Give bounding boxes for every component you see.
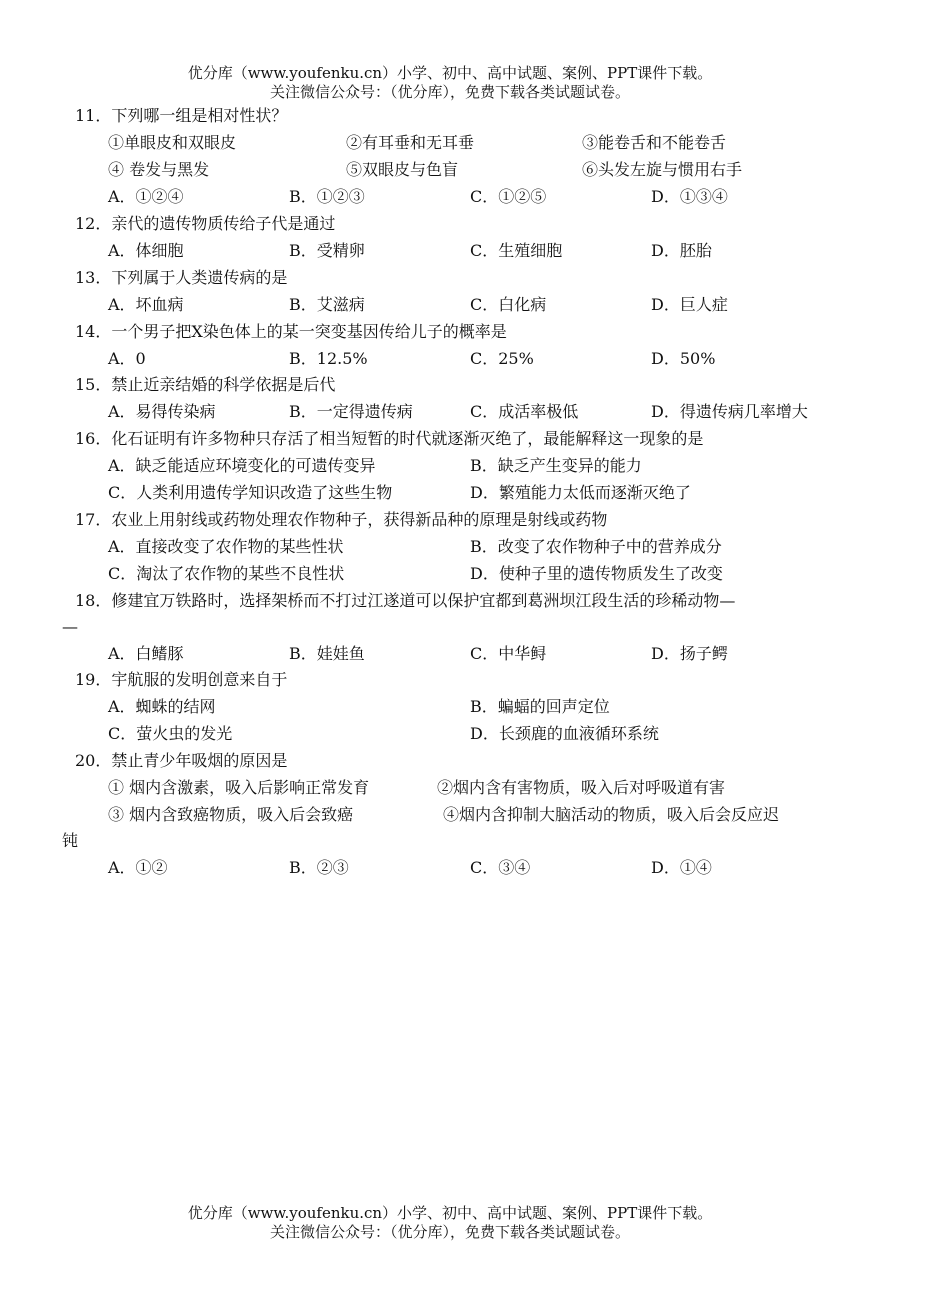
option-c: C．萤火虫的发光 xyxy=(108,724,233,743)
footer-line-1: 优分库（www.youfenku.cn）小学、初中、高中试题、案例、PPT课件下载。 xyxy=(187,1204,713,1222)
option-b: B．娃娃鱼 xyxy=(289,644,365,663)
option-a: A．0 xyxy=(108,349,146,368)
option-a: A．蜘蛛的结网 xyxy=(108,697,216,716)
option-b: B．蝙蝠的回声定位 xyxy=(470,697,610,716)
question-stem: 14．一个男子把X染色体上的某一突变基因传给儿子的概率是 xyxy=(75,322,507,341)
statement: ①单眼皮和双眼皮 xyxy=(108,133,237,152)
question-stem: 19．宇航服的发明创意来自于 xyxy=(75,670,288,689)
statement: ②烟内含有害物质，吸入后对呼吸道有害 xyxy=(437,778,726,797)
option-d: D．使种子里的遗传物质发生了改变 xyxy=(470,564,723,583)
option-c: C．③④ xyxy=(470,858,531,877)
option-b: B．改变了农作物种子中的营养成分 xyxy=(470,537,722,556)
option-a: A．体细胞 xyxy=(108,241,184,260)
option-a: A．缺乏能适应环境变化的可遗传变异 xyxy=(108,456,376,475)
question-stem: 18．修建宜万铁路时，选择架桥而不打过江遂道可以保护宜都到葛洲坝江段生活的珍稀动物— xyxy=(75,591,736,610)
option-d: D．50% xyxy=(651,349,716,368)
option-d: D．繁殖能力太低而逐渐灭绝了 xyxy=(470,483,691,502)
statement: ⑤双眼皮与色盲 xyxy=(346,160,459,179)
option-b: B．①②③ xyxy=(289,187,365,206)
option-d: D．胚胎 xyxy=(651,241,712,260)
statement: ②有耳垂和无耳垂 xyxy=(346,133,475,152)
option-d: D．①④ xyxy=(651,858,712,877)
statement: ③能卷舌和不能卷舌 xyxy=(582,133,727,152)
question-stem: 17．农业上用射线或药物处理农作物种子，获得新品种的原理是射线或药物 xyxy=(75,510,608,529)
option-b: B．受精卵 xyxy=(289,241,365,260)
option-a: A．①② xyxy=(108,858,168,877)
footer-line-2: 关注微信公众号：（优分库），免费下载各类试题试卷。 xyxy=(269,1223,630,1241)
header-line-1: 优分库（www.youfenku.cn）小学、初中、高中试题、案例、PPT课件下载。 xyxy=(187,64,713,82)
statement: ③ 烟内含致癌物质，吸入后会致癌 xyxy=(108,805,354,824)
statement: ④烟内含抑制大脑活动的物质，吸入后会反应迟 xyxy=(443,805,780,824)
question-stem: 16．化石证明有许多物种只存活了相当短暂的时代就逐渐灭绝了，最能解释这一现象的是 xyxy=(75,429,704,448)
option-d: D．巨人症 xyxy=(651,295,728,314)
option-b: B．②③ xyxy=(289,858,349,877)
question-stem: 12．亲代的遗传物质传给子代是通过 xyxy=(75,214,336,233)
option-d: D．①③④ xyxy=(651,187,728,206)
option-c: C．25% xyxy=(470,349,534,368)
option-d: D．长颈鹿的血液循环系统 xyxy=(470,724,659,743)
option-d: D．得遗传病几率增大 xyxy=(651,402,808,421)
option-d: D．扬子鳄 xyxy=(651,644,728,663)
option-b: B．一定得遗传病 xyxy=(289,402,413,421)
question-stem: 20．禁止青少年吸烟的原因是 xyxy=(75,751,288,770)
option-a: A．①②④ xyxy=(108,187,184,206)
header-line-2: 关注微信公众号：（优分库），免费下载各类试题试卷。 xyxy=(269,83,630,101)
statement: ⑥头发左旋与惯用右手 xyxy=(582,160,743,179)
option-c: C．中华鲟 xyxy=(470,644,547,663)
option-a: A．白鳍豚 xyxy=(108,644,184,663)
option-a: A．易得传染病 xyxy=(108,402,216,421)
option-b: B．缺乏产生变异的能力 xyxy=(470,456,642,475)
question-stem: 15．禁止近亲结婚的科学依据是后代 xyxy=(75,375,336,394)
question-stem: 13．下列属于人类遗传病的是 xyxy=(75,268,288,287)
option-c: C．白化病 xyxy=(470,295,547,314)
statement-wrap: 钝 xyxy=(62,831,79,850)
option-c: C．成活率极低 xyxy=(470,402,579,421)
question-stem-wrap: — xyxy=(62,617,78,636)
statement: ④ 卷发与黑发 xyxy=(108,160,210,179)
option-c: C．生殖细胞 xyxy=(470,241,563,260)
option-b: B．艾滋病 xyxy=(289,295,365,314)
question-stem: 11．下列哪一组是相对性状？ xyxy=(75,106,288,125)
option-a: A．直接改变了农作物的某些性状 xyxy=(108,537,344,556)
option-c: C．人类利用遗传学知识改造了这些生物 xyxy=(108,483,393,502)
option-c: C．淘汰了农作物的某些不良性状 xyxy=(108,564,345,583)
option-a: A．坏血病 xyxy=(108,295,184,314)
option-b: B．12.5% xyxy=(289,349,368,368)
statement: ① 烟内含激素，吸入后影响正常发育 xyxy=(108,778,370,797)
option-c: C．①②⑤ xyxy=(470,187,547,206)
